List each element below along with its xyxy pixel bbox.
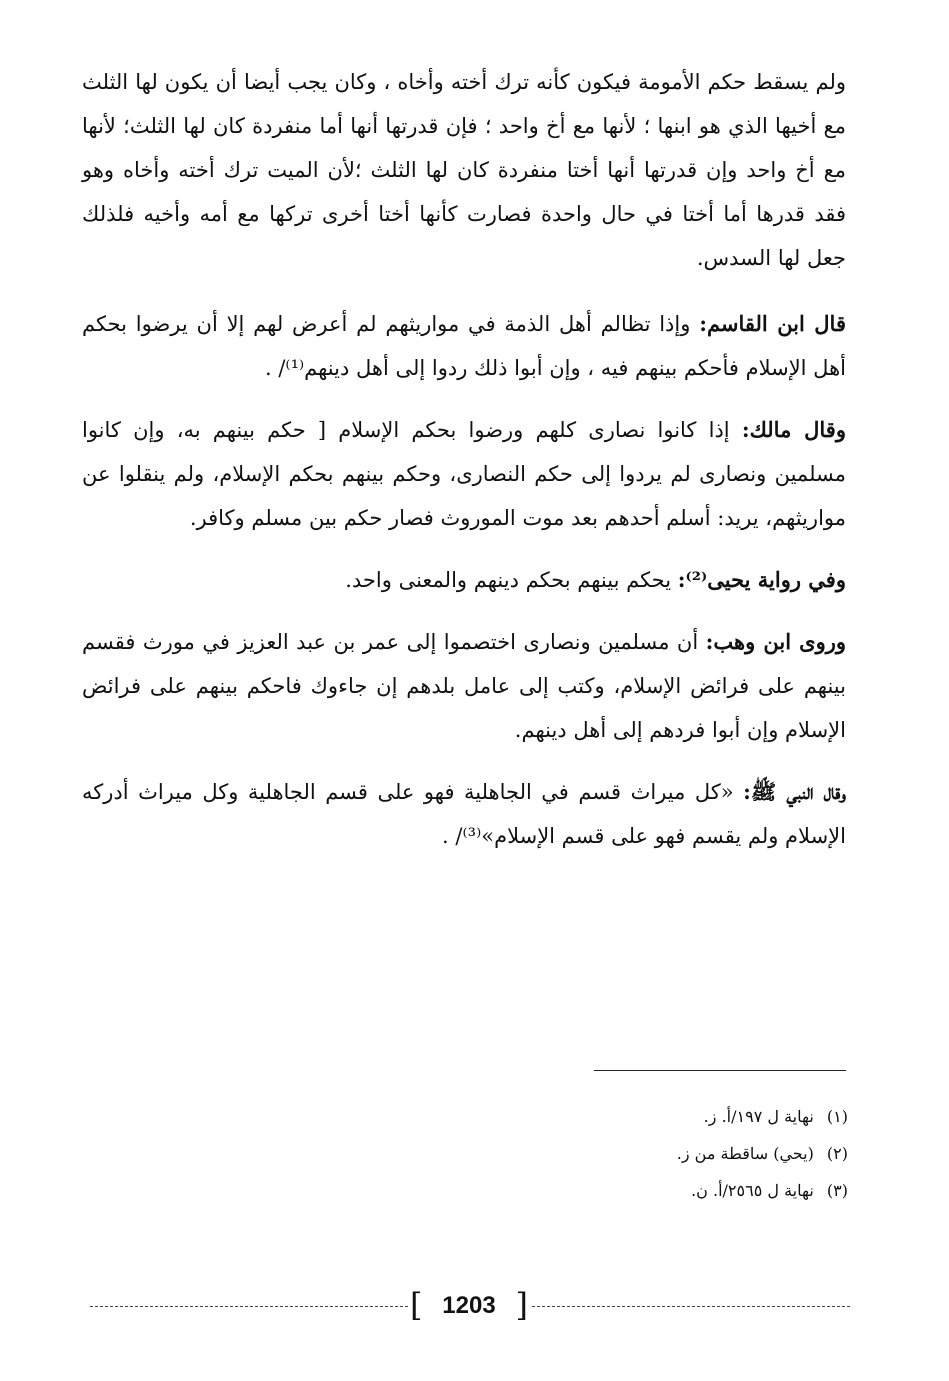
footnote-text: نهاية ل ٢٥٦٥/أ. ن.: [691, 1181, 814, 1200]
paragraph-malik: [82, 408, 846, 540]
paragraph-prophet-hadith: [82, 770, 846, 858]
paragraph-lead: قال ابن القاسم:: [699, 311, 846, 336]
paragraph-lead: وقال النبي ﷺ:: [743, 779, 846, 804]
page-footer: [90, 1286, 850, 1326]
footnote-item: [400, 1172, 848, 1209]
footnote-separator: [594, 1070, 846, 1071]
footnote-item: [400, 1098, 848, 1135]
paragraph-lead: وفي رواية يحيى⁽²⁾:: [677, 567, 846, 592]
footnote-number: (٢): [826, 1144, 848, 1163]
footnote-item: [400, 1135, 848, 1172]
paragraph-text: وإذا تظالم أهل الذمة في مواريثهم لم أعرض لهم إلا أن يرضوا بحكم أهل الإسلام فأحكم بينهم فيه ، وإن أبوا ذلك ردوا إلى أهل دينهم⁽¹⁾/ .: [82, 312, 846, 380]
paragraph-text: يحكم بينهم بحكم دينهم والمعنى واحد.: [345, 568, 678, 592]
bracket-left: [: [410, 1286, 423, 1324]
paragraph-text: إذا كانوا نصارى كلهم ورضوا بحكم الإسلام [ حكم بينهم به، وإن كانوا مسلمين ونصارى لم يردوا إلى حكم النصارى، وحكم بينهم بحكم الإسلام، ولم ينقلوا عن مواريثهم، يريد: أسلم أحدهم بعد موت الموروث فصار حكم بين مسلم وكافر.: [82, 418, 846, 530]
footnotes: [400, 1098, 848, 1209]
footnote-number: (٣): [826, 1181, 848, 1200]
footer-rule-right: [532, 1306, 850, 1307]
paragraph-lead: وروى ابن وهب:: [705, 629, 846, 654]
paragraph-text: ولم يسقط حكم الأمومة فيكون كأنه ترك أخته وأخاه ، وكان يجب أيضا أن يكون لها الثلث مع أخيها الذي هو ابنها ؛ لأنها مع أخ واحد ؛ فإن قدرتها أنها أما منفردة كان لها الثلث؛ لأنها مع أخ واحد وإن قدرتها أنها أختا منفردة كان لها الثلث ؛لأن الميت ترك أخته وأخاه وهو فقد قدرها أما أختا في حال واحدة فصارت كأنها أختا أخرى تركها مع أمه وأخيه فلذلك جعل لها السدس.: [82, 70, 846, 270]
footer-rule-left: [90, 1306, 408, 1307]
paragraph-inheritance-mother: [82, 60, 846, 280]
bracket-right: ]: [515, 1286, 528, 1324]
paragraph-lead: وقال مالك:: [741, 417, 846, 442]
page-number-box: [410, 1286, 528, 1326]
footnote-number: (١): [826, 1107, 848, 1126]
paragraph-text: «كل ميراث قسم في الجاهلية فهو على قسم الجاهلية وكل ميراث أدركه الإسلام ولم يقسم فهو على قسم الإسلام»⁽³⁾/ .: [82, 780, 846, 848]
paragraph-ibn-wahb: [82, 620, 846, 752]
footnote-text: (يحي) ساقطة من ز.: [676, 1144, 814, 1163]
paragraph-text: أن مسلمين ونصارى اختصموا إلى عمر بن عبد العزيز في مورث فقسم بينهم على فرائض الإسلام، وكتب إلى عامل بلدهم إن جاءوك فاحكم بينهم على فرائض الإسلام وإن أبوا فردهم إلى أهل دينهم.: [82, 630, 846, 742]
main-text: [82, 60, 846, 876]
footnote-text: نهاية ل ١٩٧/أ. ز.: [703, 1107, 814, 1126]
paragraph-yahya: [82, 558, 846, 602]
paragraph-ibn-al-qasim: [82, 302, 846, 390]
page-number: 1203: [442, 1292, 496, 1319]
